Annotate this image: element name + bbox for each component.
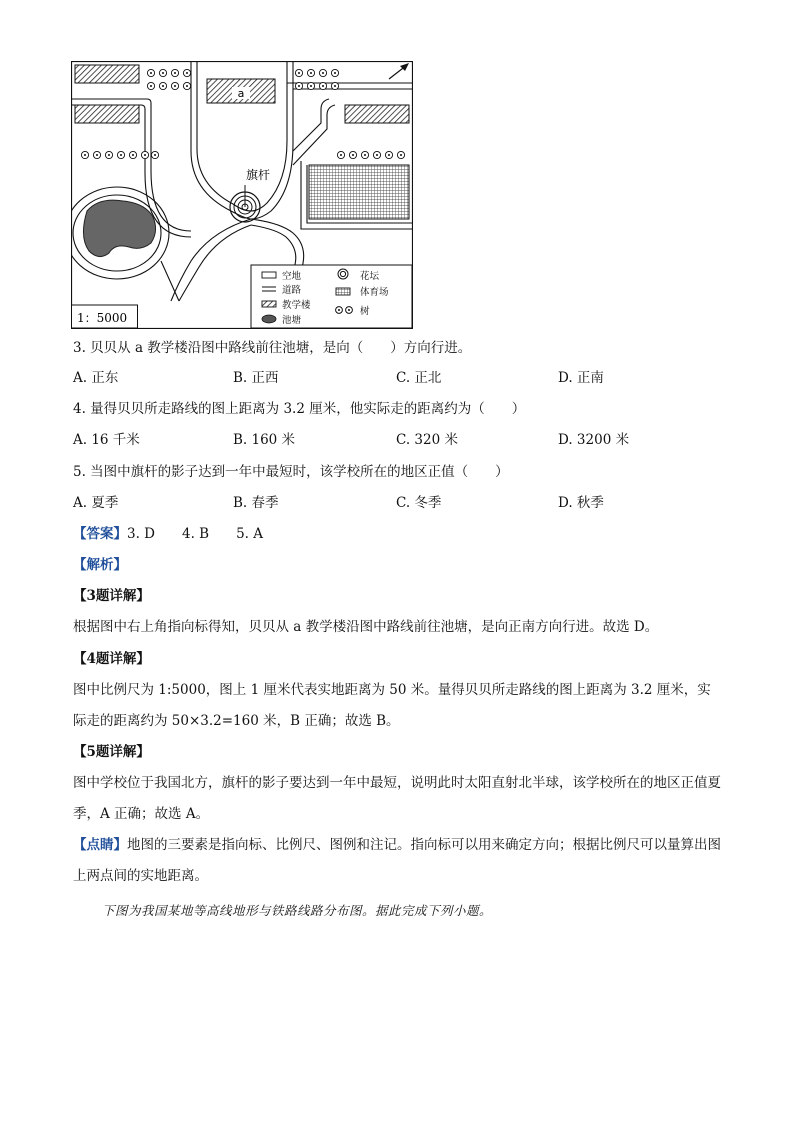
tip-label: 【点睛】: [73, 837, 127, 853]
teaching-building-3: [345, 105, 409, 123]
answer-text: 3. D 4. B 5. A: [127, 526, 264, 542]
q4-option-d: D. 3200 米: [558, 432, 630, 448]
question-5-stem: 5. 当图中旗杆的影子达到一年中最短时，该学校所在的地区正值（ ）: [73, 464, 509, 480]
q3-option-d: D. 正南: [558, 370, 604, 386]
teaching-building-1: [75, 65, 139, 83]
legend-tree: 树: [360, 306, 370, 317]
detail-4-text: 图中比例尺为 1:5000，图上 1 厘米代表实地距离为 50 米。量得贝贝所走路线的图上距离为 3.2 厘米，实际走的距离约为 50×3.2=160 米，B 正确；故选 B。: [73, 682, 711, 729]
q4-option-c: C. 320 米: [396, 432, 458, 448]
question-3-stem: 3. 贝贝从 a 教学楼沿图中路线前往池塘，是向（ ）方向行进。: [73, 340, 472, 356]
tip-paragraph: [73, 830, 721, 892]
detail-5-heading: 【5题详解】: [73, 744, 150, 760]
detail-4-heading: 【4题详解】: [73, 651, 150, 667]
scale-text: 1：5000: [77, 311, 128, 325]
q5-option-c: C. 冬季: [396, 495, 442, 511]
tip-text: 地图的三要素是指向标、比例尺、图例和注记。指向标可以用来确定方向；根据比例尺可以量算出图上两点间的实地距离。: [73, 837, 721, 884]
teaching-building-2: [75, 105, 139, 123]
analysis-label: 【解析】: [73, 557, 127, 573]
detail-3-text: 根据图中右上角指向标得知，贝贝从 a 教学楼沿图中路线前往池塘，是向正南方向行进。故选 D。: [73, 619, 659, 635]
q4-option-b: B. 160 米: [233, 432, 296, 448]
stadium: [309, 165, 409, 219]
school-map: [71, 61, 413, 329]
legend-stadium: 体育场: [360, 287, 389, 298]
next-section-intro: 下图为我国某地等高线地形与铁路线路分布图。据此完成下列小题。: [102, 903, 493, 918]
legend-teaching-building: 教学楼: [282, 300, 311, 311]
q3-option-c: C. 正北: [396, 370, 442, 386]
q5-option-d: D. 秋季: [558, 495, 604, 511]
detail-5-text: 图中学校位于我国北方，旗杆的影子要达到一年中最短，说明此时太阳直射北半球，该学校所在的地区正值夏季，A 正确；故选 A。: [73, 775, 721, 822]
legend-open-space: 空地: [282, 271, 302, 282]
detail-3-heading: 【3题详解】: [73, 588, 150, 604]
question-4-stem: 4. 量得贝贝所走路线的图上距离为 3.2 厘米，他实际走的距离约为（ ）: [73, 401, 526, 417]
building-a-label: a: [237, 87, 245, 100]
flagpole-label: 旗杆: [245, 168, 271, 182]
q4-option-a: A. 16 千米: [73, 432, 140, 448]
q3-option-b: B. 正西: [233, 370, 279, 386]
legend-flower-bed: 花坛: [360, 271, 380, 282]
legend-road: 道路: [282, 285, 302, 296]
answer-line: [73, 524, 263, 544]
q3-option-a: A. 正东: [73, 370, 119, 386]
answer-label: 【答案】: [73, 526, 127, 542]
legend-pond: 池塘: [282, 315, 302, 326]
q5-option-b: B. 春季: [233, 495, 279, 511]
q5-option-a: A. 夏季: [73, 495, 119, 511]
